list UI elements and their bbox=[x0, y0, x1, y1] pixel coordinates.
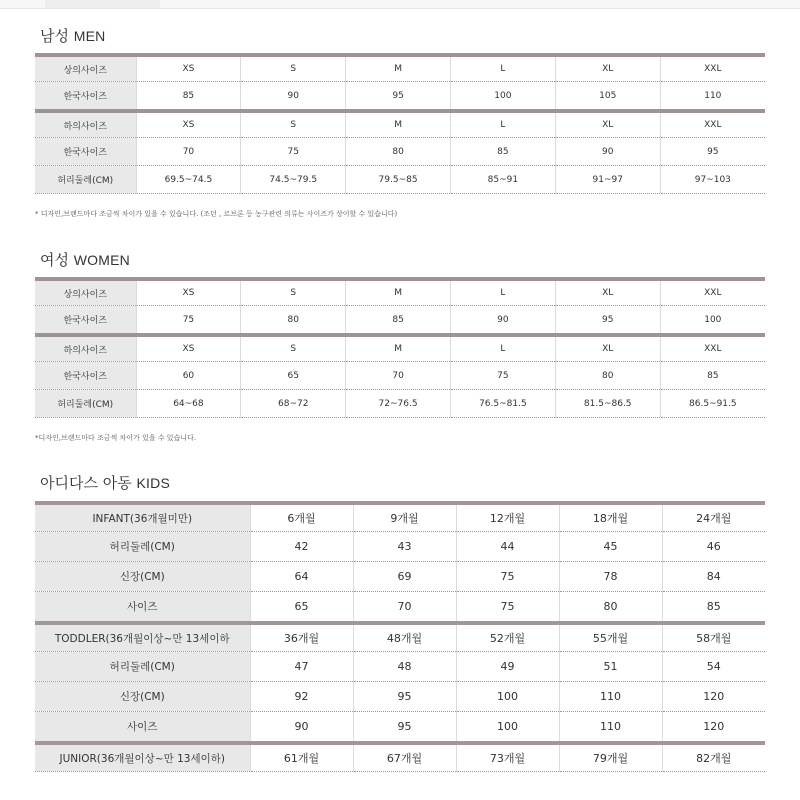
table-cell: 75 bbox=[450, 362, 555, 390]
table-cell: 75 bbox=[456, 562, 559, 592]
table-cell: 36개월 bbox=[250, 623, 353, 652]
table-cell: 86.5~91.5 bbox=[660, 390, 765, 418]
row-label: 한국사이즈 bbox=[35, 362, 136, 390]
table-cell: XL bbox=[555, 55, 660, 82]
table-row bbox=[35, 138, 765, 166]
table-cell: M bbox=[346, 335, 451, 362]
table-cell: XL bbox=[555, 111, 660, 138]
table-cell: L bbox=[450, 111, 555, 138]
row-label: 상의사이즈 bbox=[35, 279, 136, 306]
top-strip bbox=[0, 0, 800, 9]
row-label: 허리둘레(CM) bbox=[35, 532, 250, 562]
table-cell: 12개월 bbox=[456, 503, 559, 532]
table-row bbox=[35, 362, 765, 390]
table-cell: 70 bbox=[136, 138, 241, 166]
men-note: * 디자인,브랜드마다 조금씩 차이가 있을 수 있습니다. (조던 , 르브론 등 농구관련 의류는 사이즈가 상이할 수 있습니다) bbox=[35, 210, 398, 218]
table-cell: 92 bbox=[250, 682, 353, 712]
table-cell: 74.5~79.5 bbox=[241, 166, 346, 194]
table-cell: 85~91 bbox=[450, 166, 555, 194]
women-section-title bbox=[40, 249, 130, 270]
women-title-ko: 여성 bbox=[40, 251, 69, 269]
table-cell: 47 bbox=[250, 652, 353, 682]
row-label: 신장(CM) bbox=[35, 682, 250, 712]
table-cell: 70 bbox=[346, 362, 451, 390]
table-cell: XS bbox=[136, 335, 241, 362]
table-cell: 80 bbox=[559, 592, 662, 624]
table-row bbox=[35, 623, 765, 652]
table-cell: 90 bbox=[250, 712, 353, 744]
table-cell: 65 bbox=[250, 592, 353, 624]
table-cell: XXL bbox=[660, 55, 765, 82]
table-cell: 79개월 bbox=[559, 743, 662, 772]
table-cell: 60 bbox=[136, 362, 241, 390]
table-cell: 105 bbox=[555, 82, 660, 112]
row-label: JUNIOR(36개월이상~만 13세이하) bbox=[35, 743, 250, 772]
table-cell: 70 bbox=[353, 592, 456, 624]
table-cell: 110 bbox=[660, 82, 765, 112]
table-cell: 45 bbox=[559, 532, 662, 562]
table-cell: 110 bbox=[559, 682, 662, 712]
table-cell: 69 bbox=[353, 562, 456, 592]
table-cell: 52개월 bbox=[456, 623, 559, 652]
table-cell: XL bbox=[555, 279, 660, 306]
table-cell: 91~97 bbox=[555, 166, 660, 194]
table-cell: M bbox=[346, 111, 451, 138]
table-cell: XL bbox=[555, 335, 660, 362]
men-title-en: MEN bbox=[73, 28, 106, 44]
row-label: 하의사이즈 bbox=[35, 111, 136, 138]
table-cell: XXL bbox=[660, 335, 765, 362]
row-label: 상의사이즈 bbox=[35, 55, 136, 82]
table-cell: 84 bbox=[662, 562, 765, 592]
table-cell: 43 bbox=[353, 532, 456, 562]
table-cell: 48 bbox=[353, 652, 456, 682]
row-label: 한국사이즈 bbox=[35, 138, 136, 166]
table-cell: 80 bbox=[555, 362, 660, 390]
table-cell: M bbox=[346, 279, 451, 306]
table-cell: XS bbox=[136, 55, 241, 82]
table-cell: S bbox=[241, 335, 346, 362]
table-row bbox=[35, 682, 765, 712]
women-title-en: WOMEN bbox=[73, 252, 130, 268]
table-row bbox=[35, 592, 765, 624]
table-cell: 81.5~86.5 bbox=[555, 390, 660, 418]
table-cell: 100 bbox=[660, 306, 765, 336]
table-row bbox=[35, 712, 765, 744]
table-cell: 95 bbox=[353, 682, 456, 712]
table-cell: 44 bbox=[456, 532, 559, 562]
row-label: INFANT(36개월미만) bbox=[35, 503, 250, 532]
table-cell: 48개월 bbox=[353, 623, 456, 652]
table-cell: 54 bbox=[662, 652, 765, 682]
table-cell: 73개월 bbox=[456, 743, 559, 772]
row-label: 한국사이즈 bbox=[35, 306, 136, 336]
table-cell: 68~72 bbox=[241, 390, 346, 418]
table-cell: XS bbox=[136, 279, 241, 306]
table-row bbox=[35, 503, 765, 532]
table-cell: 42 bbox=[250, 532, 353, 562]
table-cell: L bbox=[450, 279, 555, 306]
table-cell: 100 bbox=[456, 712, 559, 744]
kids-title-ko: 아디다스 아동 bbox=[40, 474, 132, 492]
table-cell: 85 bbox=[662, 592, 765, 624]
row-label: 사이즈 bbox=[35, 712, 250, 744]
table-cell: 55개월 bbox=[559, 623, 662, 652]
table-row bbox=[35, 335, 765, 362]
table-cell: 72~76.5 bbox=[346, 390, 451, 418]
table-cell: 95 bbox=[555, 306, 660, 336]
table-row bbox=[35, 743, 765, 772]
table-row bbox=[35, 532, 765, 562]
row-label: TODDLER(36개월이상~만 13세이하 bbox=[35, 623, 250, 652]
table-cell: XXL bbox=[660, 111, 765, 138]
kids-size-table bbox=[35, 501, 765, 772]
table-cell: 80 bbox=[346, 138, 451, 166]
row-label: 허리둘레(CM) bbox=[35, 166, 136, 194]
table-row bbox=[35, 279, 765, 306]
table-cell: 46 bbox=[662, 532, 765, 562]
table-row bbox=[35, 166, 765, 194]
table-cell: 100 bbox=[456, 682, 559, 712]
table-cell: 90 bbox=[555, 138, 660, 166]
table-cell: 9개월 bbox=[353, 503, 456, 532]
men-title-ko: 남성 bbox=[40, 27, 69, 45]
table-cell: 58개월 bbox=[662, 623, 765, 652]
women-note: *디자인,브랜드마다 조금씩 차이가 있을 수 있습니다. bbox=[35, 434, 197, 442]
table-cell: 95 bbox=[660, 138, 765, 166]
row-label: 사이즈 bbox=[35, 592, 250, 624]
table-cell: 82개월 bbox=[662, 743, 765, 772]
table-cell: 85 bbox=[450, 138, 555, 166]
table-cell: 97~103 bbox=[660, 166, 765, 194]
table-cell: 75 bbox=[136, 306, 241, 336]
men-section-title bbox=[40, 25, 105, 46]
table-row bbox=[35, 55, 765, 82]
table-cell: 85 bbox=[136, 82, 241, 112]
table-cell: S bbox=[241, 279, 346, 306]
table-cell: 75 bbox=[241, 138, 346, 166]
table-cell: 18개월 bbox=[559, 503, 662, 532]
row-label: 신장(CM) bbox=[35, 562, 250, 592]
table-cell: 90 bbox=[241, 82, 346, 112]
table-cell: 64 bbox=[250, 562, 353, 592]
table-cell: XS bbox=[136, 111, 241, 138]
table-cell: 120 bbox=[662, 712, 765, 744]
table-cell: 64~68 bbox=[136, 390, 241, 418]
row-label: 허리둘레(CM) bbox=[35, 652, 250, 682]
table-cell: S bbox=[241, 111, 346, 138]
table-cell: 69.5~74.5 bbox=[136, 166, 241, 194]
women-size-table bbox=[35, 277, 765, 418]
table-cell: 100 bbox=[450, 82, 555, 112]
table-cell: 85 bbox=[346, 306, 451, 336]
row-label: 한국사이즈 bbox=[35, 82, 136, 112]
table-cell: 110 bbox=[559, 712, 662, 744]
table-cell: 120 bbox=[662, 682, 765, 712]
table-cell: 80 bbox=[241, 306, 346, 336]
table-cell: M bbox=[346, 55, 451, 82]
table-cell: 76.5~81.5 bbox=[450, 390, 555, 418]
table-cell: L bbox=[450, 335, 555, 362]
table-cell: XXL bbox=[660, 279, 765, 306]
table-cell: 95 bbox=[353, 712, 456, 744]
table-cell: S bbox=[241, 55, 346, 82]
top-strip-tab bbox=[45, 0, 160, 8]
table-cell: 79.5~85 bbox=[346, 166, 451, 194]
table-row bbox=[35, 111, 765, 138]
table-cell: 67개월 bbox=[353, 743, 456, 772]
men-size-table bbox=[35, 53, 765, 194]
table-cell: 24개월 bbox=[662, 503, 765, 532]
table-row bbox=[35, 652, 765, 682]
table-cell: 6개월 bbox=[250, 503, 353, 532]
table-cell: 49 bbox=[456, 652, 559, 682]
table-row bbox=[35, 390, 765, 418]
table-cell: 95 bbox=[346, 82, 451, 112]
table-cell: 75 bbox=[456, 592, 559, 624]
table-cell: 85 bbox=[660, 362, 765, 390]
table-row bbox=[35, 306, 765, 336]
table-cell: 90 bbox=[450, 306, 555, 336]
table-cell: 78 bbox=[559, 562, 662, 592]
table-cell: 51 bbox=[559, 652, 662, 682]
table-cell: L bbox=[450, 55, 555, 82]
table-row bbox=[35, 82, 765, 112]
kids-section-title bbox=[40, 472, 170, 493]
table-row bbox=[35, 562, 765, 592]
table-cell: 65 bbox=[241, 362, 346, 390]
row-label: 하의사이즈 bbox=[35, 335, 136, 362]
table-cell: 61개월 bbox=[250, 743, 353, 772]
kids-title-en: KIDS bbox=[136, 475, 170, 491]
row-label: 허리둘레(CM) bbox=[35, 390, 136, 418]
